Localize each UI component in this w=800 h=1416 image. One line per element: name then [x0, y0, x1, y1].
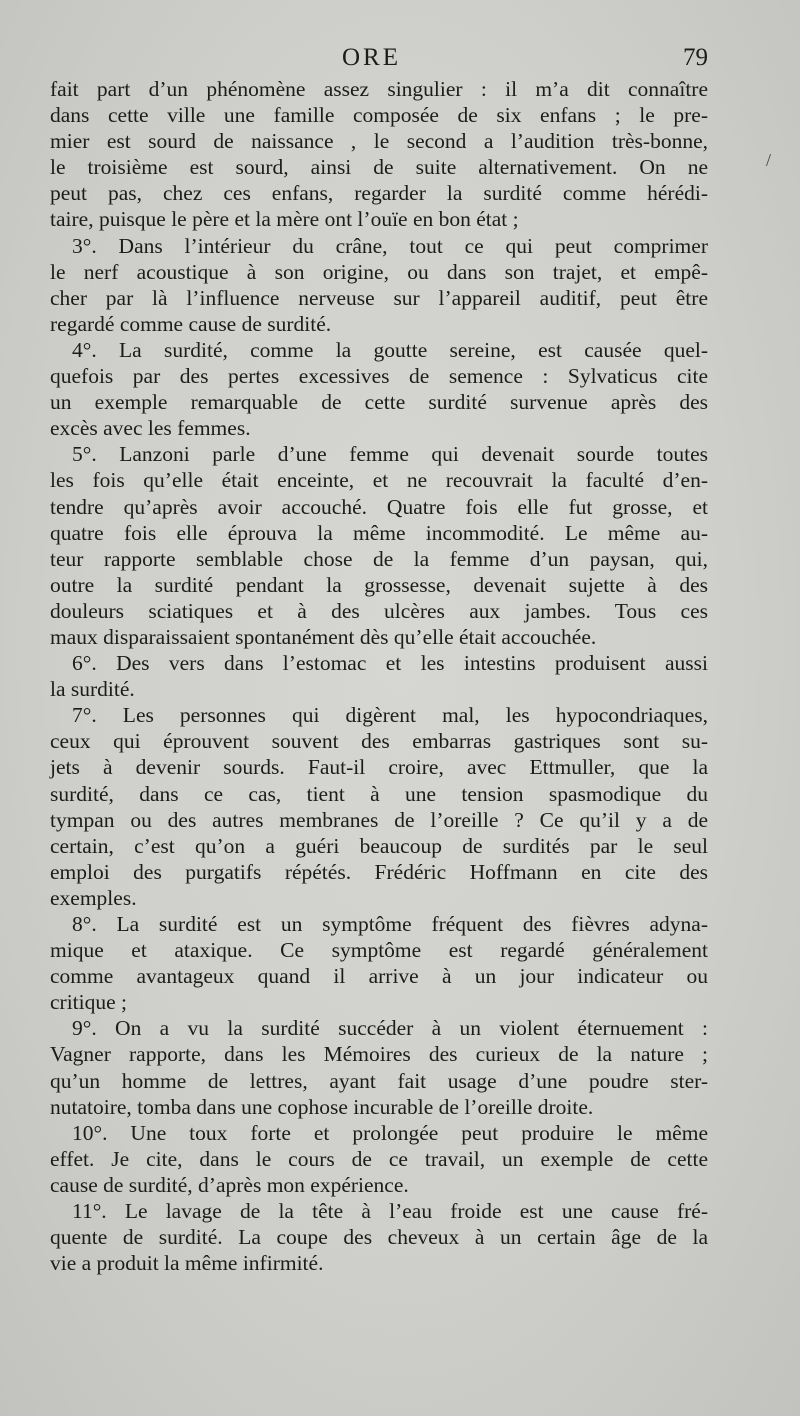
text-line: comme avantageux quand il arrive à un jour indicateur ou [50, 964, 708, 989]
text-line: qu’un homme de lettres, ayant fait usage d’une poudre ster- [50, 1068, 708, 1093]
text-line: surdité, dans ce cas, tient à une tension spasmodique du [50, 781, 708, 806]
text-line: Vagner rapporte, dans les Mémoires des curieux de la nature ; [50, 1042, 708, 1067]
text-line: fait part d’un phénomène assez singulier : il m’a dit connaître [50, 77, 708, 101]
text-line: 7°. Les personnes qui digèrent mal, les hypocondriaques, [72, 703, 708, 728]
running-head [0, 44, 800, 78]
text-line: la surdité. [50, 677, 135, 702]
text-line: le nerf acoustique à son origine, ou dans son trajet, et empê- [50, 259, 708, 284]
text-line: quatre fois elle éprouva la même incommodité. Le même au- [50, 520, 708, 545]
text-line: peut pas, chez ces enfans, regarder la surdité comme hérédi- [50, 181, 708, 206]
text-line: critique ; [50, 990, 128, 1015]
text-line: un exemple remarquable de cette surdité survenue après des [50, 390, 708, 415]
text-line: quente de surdité. La coupe des cheveux à un certain âge de la [50, 1225, 708, 1250]
text-line: maux disparaissaient spontanément dès qu’elle était accouchée. [50, 624, 597, 649]
text-line: 9°. On a vu la surdité succéder à un violent éternuement : [72, 1016, 708, 1041]
body-text [50, 76, 708, 1276]
text-line: regardé comme cause de surdité. [50, 311, 332, 336]
text-line: jets à devenir sourds. Faut-il croire, avec Ettmuller, que la [50, 755, 708, 780]
running-title: ORE [342, 44, 401, 71]
text-line: vie a produit la même infirmité. [50, 1251, 324, 1276]
text-line: ceux qui éprouvent souvent des embarras gastriques sont su- [50, 729, 708, 754]
text-line: certain, c’est qu’on a guéri beaucoup de surdités par le seul [50, 833, 708, 858]
text-line: 3°. Dans l’intérieur du crâne, tout ce qui peut comprimer [72, 233, 708, 258]
text-line: 4°. La surdité, comme la goutte sereine, est causée quel- [72, 337, 708, 362]
margin-mark: / [766, 150, 772, 170]
text-line: nutatoire, tomba dans une cophose incurable de l’oreille droite. [50, 1094, 594, 1119]
text-line: excès avec les femmes. [50, 416, 251, 441]
text-line: exemples. [50, 885, 137, 910]
text-line: 11°. Le lavage de la tête à l’eau froide est une cause fré- [72, 1199, 708, 1224]
text-line: mier est sourd de naissance , le second a l’audition très-bonne, [50, 129, 708, 154]
text-line: quefois par des pertes excessives de semence : Sylvaticus cite [50, 364, 708, 389]
text-line: 10°. Une toux forte et prolongée peut produire le même [72, 1120, 708, 1145]
text-line: 5°. Lanzoni parle d’une femme qui devenait sourde toutes [72, 442, 708, 467]
text-line: tendre qu’après avoir accouché. Quatre fois elle fut grosse, et [50, 494, 708, 519]
text-line: effet. Je cite, dans le cours de ce travail, un exemple de cette [50, 1146, 708, 1171]
text-line: douleurs sciatiques et à des ulcères aux jambes. Tous ces [50, 598, 708, 623]
text-line: taire, puisque le père et la mère ont l’ouïe en bon état ; [50, 207, 519, 232]
text-line: tympan ou des autres membranes de l’oreille ? Ce qu’il y a de [50, 807, 708, 832]
text-line: 8°. La surdité est un symptôme fréquent des fièvres adyna- [72, 912, 708, 936]
text-line: outre la surdité pendant la grossesse, devenait sujette à des [50, 572, 708, 597]
text-line: dans cette ville une famille composée de six enfans ; le pre- [50, 103, 708, 128]
text-line: cher par là l’influence nerveuse sur l’appareil auditif, peut être [50, 285, 708, 310]
text-line: emploi des purgatifs répétés. Frédéric Hoffmann en cite des [50, 859, 708, 884]
text-line: les fois qu’elle était enceinte, et ne recouvrait la faculté d’en- [50, 468, 708, 493]
text-line: cause de surdité, d’après mon expérience. [50, 1172, 409, 1197]
text-line: mique et ataxique. Ce symptôme est regardé généralement [50, 938, 708, 963]
page-number: 79 [683, 44, 708, 71]
text-line: le troisième est sourd, ainsi de suite alternativement. On ne [50, 155, 708, 180]
text-line: 6°. Des vers dans l’estomac et les intestins produisent aussi [72, 651, 708, 676]
text-line: teur rapporte semblable chose de la femme d’un paysan, qui, [50, 546, 708, 571]
